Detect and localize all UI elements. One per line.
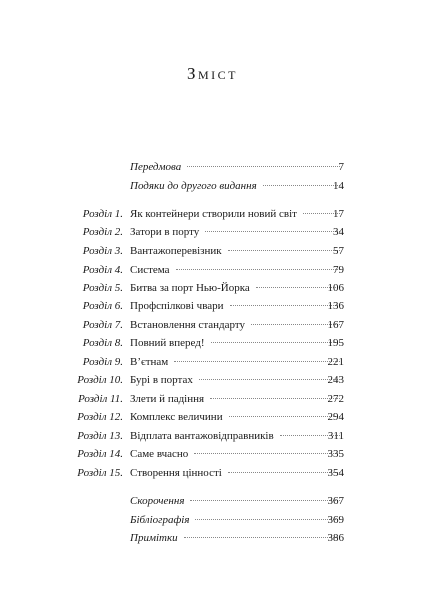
entry-page: 34 — [333, 226, 344, 238]
entry-title: Бібліографія — [130, 514, 190, 526]
toc-entry — [130, 316, 344, 334]
dot-leader — [194, 453, 340, 454]
dot-leader — [176, 269, 340, 270]
entry-page: 106 — [327, 282, 344, 294]
dot-leader — [228, 472, 340, 473]
entry-page: 17 — [333, 208, 344, 220]
toc-row — [0, 353, 425, 371]
entry-page: 335 — [327, 448, 344, 460]
toc-entry — [130, 492, 344, 510]
chapter-label: Розділ 2. — [82, 226, 123, 238]
toc-row — [0, 279, 425, 297]
toc-entry — [130, 334, 344, 352]
toc-row — [0, 511, 425, 529]
toc-row — [0, 492, 425, 510]
chapter-label: Розділ 12. — [77, 411, 123, 423]
entry-title: Примітки — [130, 532, 178, 544]
chapter-label: Розділ 9. — [82, 356, 123, 368]
chapter-label: Розділ 10. — [77, 374, 123, 386]
toc-entry — [130, 279, 344, 297]
toc-row — [0, 464, 425, 482]
dot-leader — [187, 166, 340, 167]
entry-title: Система — [130, 264, 170, 276]
entry-page: 369 — [327, 514, 344, 526]
toc-row — [0, 261, 425, 279]
entry-page: 7 — [338, 161, 344, 173]
toc-entry — [130, 261, 344, 279]
chapter-label: Розділ 5. — [82, 282, 123, 294]
dot-leader — [199, 379, 340, 380]
dot-leader — [228, 250, 340, 251]
entry-page: 354 — [327, 467, 344, 479]
entry-title: Саме вчасно — [130, 448, 189, 460]
entry-page: 79 — [333, 264, 344, 276]
entry-page: 367 — [327, 495, 344, 507]
entry-title: Відплата вантажовідправників — [130, 430, 274, 442]
toc-entry — [130, 427, 344, 445]
toc-row — [0, 408, 425, 426]
entry-page: 243 — [327, 374, 344, 386]
toc-entry — [130, 529, 344, 547]
toc-row — [0, 297, 425, 315]
toc-entry — [130, 353, 344, 371]
toc-entry — [130, 158, 344, 176]
dot-leader — [211, 342, 340, 343]
toc-row — [0, 177, 425, 195]
entry-page: 57 — [333, 245, 344, 257]
entry-title: Як контейнери створили новий світ — [130, 208, 297, 220]
entry-page: 167 — [327, 319, 344, 331]
entry-title: Битва за порт Нью-Йорка — [130, 282, 250, 294]
chapter-label: Розділ 11. — [78, 393, 123, 405]
chapter-label: Розділ 13. — [77, 430, 123, 442]
toc-entry — [130, 371, 344, 389]
entry-title: Злети й падіння — [130, 393, 205, 405]
chapter-label: Розділ 3. — [82, 245, 123, 257]
entry-page: 136 — [327, 300, 344, 312]
toc-row — [0, 445, 425, 463]
toc-row — [0, 316, 425, 334]
toc-entry — [130, 511, 344, 529]
toc-entry — [130, 464, 344, 482]
entry-page: 221 — [327, 356, 344, 368]
dot-leader — [190, 500, 340, 501]
chapter-label: Розділ 14. — [77, 448, 123, 460]
toc-row — [0, 158, 425, 176]
chapter-label: Розділ 6. — [82, 300, 123, 312]
entry-page: 272 — [327, 393, 344, 405]
entry-title: Комплекс величини — [130, 411, 223, 423]
toc-entry — [130, 177, 344, 195]
toc-row — [0, 242, 425, 260]
entry-title: Бурі в портах — [130, 374, 193, 386]
dot-leader — [195, 519, 340, 520]
chapter-label: Розділ 4. — [82, 264, 123, 276]
entry-page: 386 — [327, 532, 344, 544]
dot-leader — [205, 231, 340, 232]
dot-leader — [263, 185, 340, 186]
toc-row — [0, 205, 425, 223]
entry-title: Скорочення — [130, 495, 185, 507]
entry-title: Створення цінності — [130, 467, 222, 479]
toc-entry — [130, 205, 344, 223]
toc-row — [0, 223, 425, 241]
dot-leader — [229, 416, 340, 417]
chapter-label: Розділ 1. — [82, 208, 123, 220]
entry-title: Профспілкові чвари — [130, 300, 224, 312]
dot-leader — [230, 305, 340, 306]
chapter-label: Розділ 15. — [77, 467, 123, 479]
dot-leader — [184, 537, 340, 538]
entry-page: 294 — [327, 411, 344, 423]
entry-title: Встановлення стандарту — [130, 319, 246, 331]
toc-row — [0, 334, 425, 352]
entry-page: 195 — [327, 337, 344, 349]
toc-row — [0, 529, 425, 547]
chapter-label: Розділ 7. — [82, 319, 123, 331]
entry-title: Затори в порту — [130, 226, 200, 238]
entry-title: Вантажоперевізник — [130, 245, 222, 257]
entry-title: Повний вперед! — [130, 337, 205, 349]
toc-row — [0, 371, 425, 389]
toc-entry — [130, 445, 344, 463]
entry-page: 311 — [327, 430, 344, 442]
toc-entry — [130, 297, 344, 315]
toc-entry — [130, 390, 344, 408]
toc-row — [0, 427, 425, 445]
toc-row — [0, 390, 425, 408]
entry-title: В’єтнам — [130, 356, 169, 368]
toc-entry — [130, 223, 344, 241]
entry-title: Передмова — [130, 161, 182, 173]
toc-entry — [130, 408, 344, 426]
page-title: Зміст — [186, 64, 239, 83]
toc-entry — [130, 242, 344, 260]
chapter-label: Розділ 8. — [82, 337, 123, 349]
dot-leader — [174, 361, 340, 362]
entry-title: Подяки до другого видання — [130, 180, 257, 192]
entry-page: 14 — [333, 180, 344, 192]
dot-leader — [210, 398, 340, 399]
